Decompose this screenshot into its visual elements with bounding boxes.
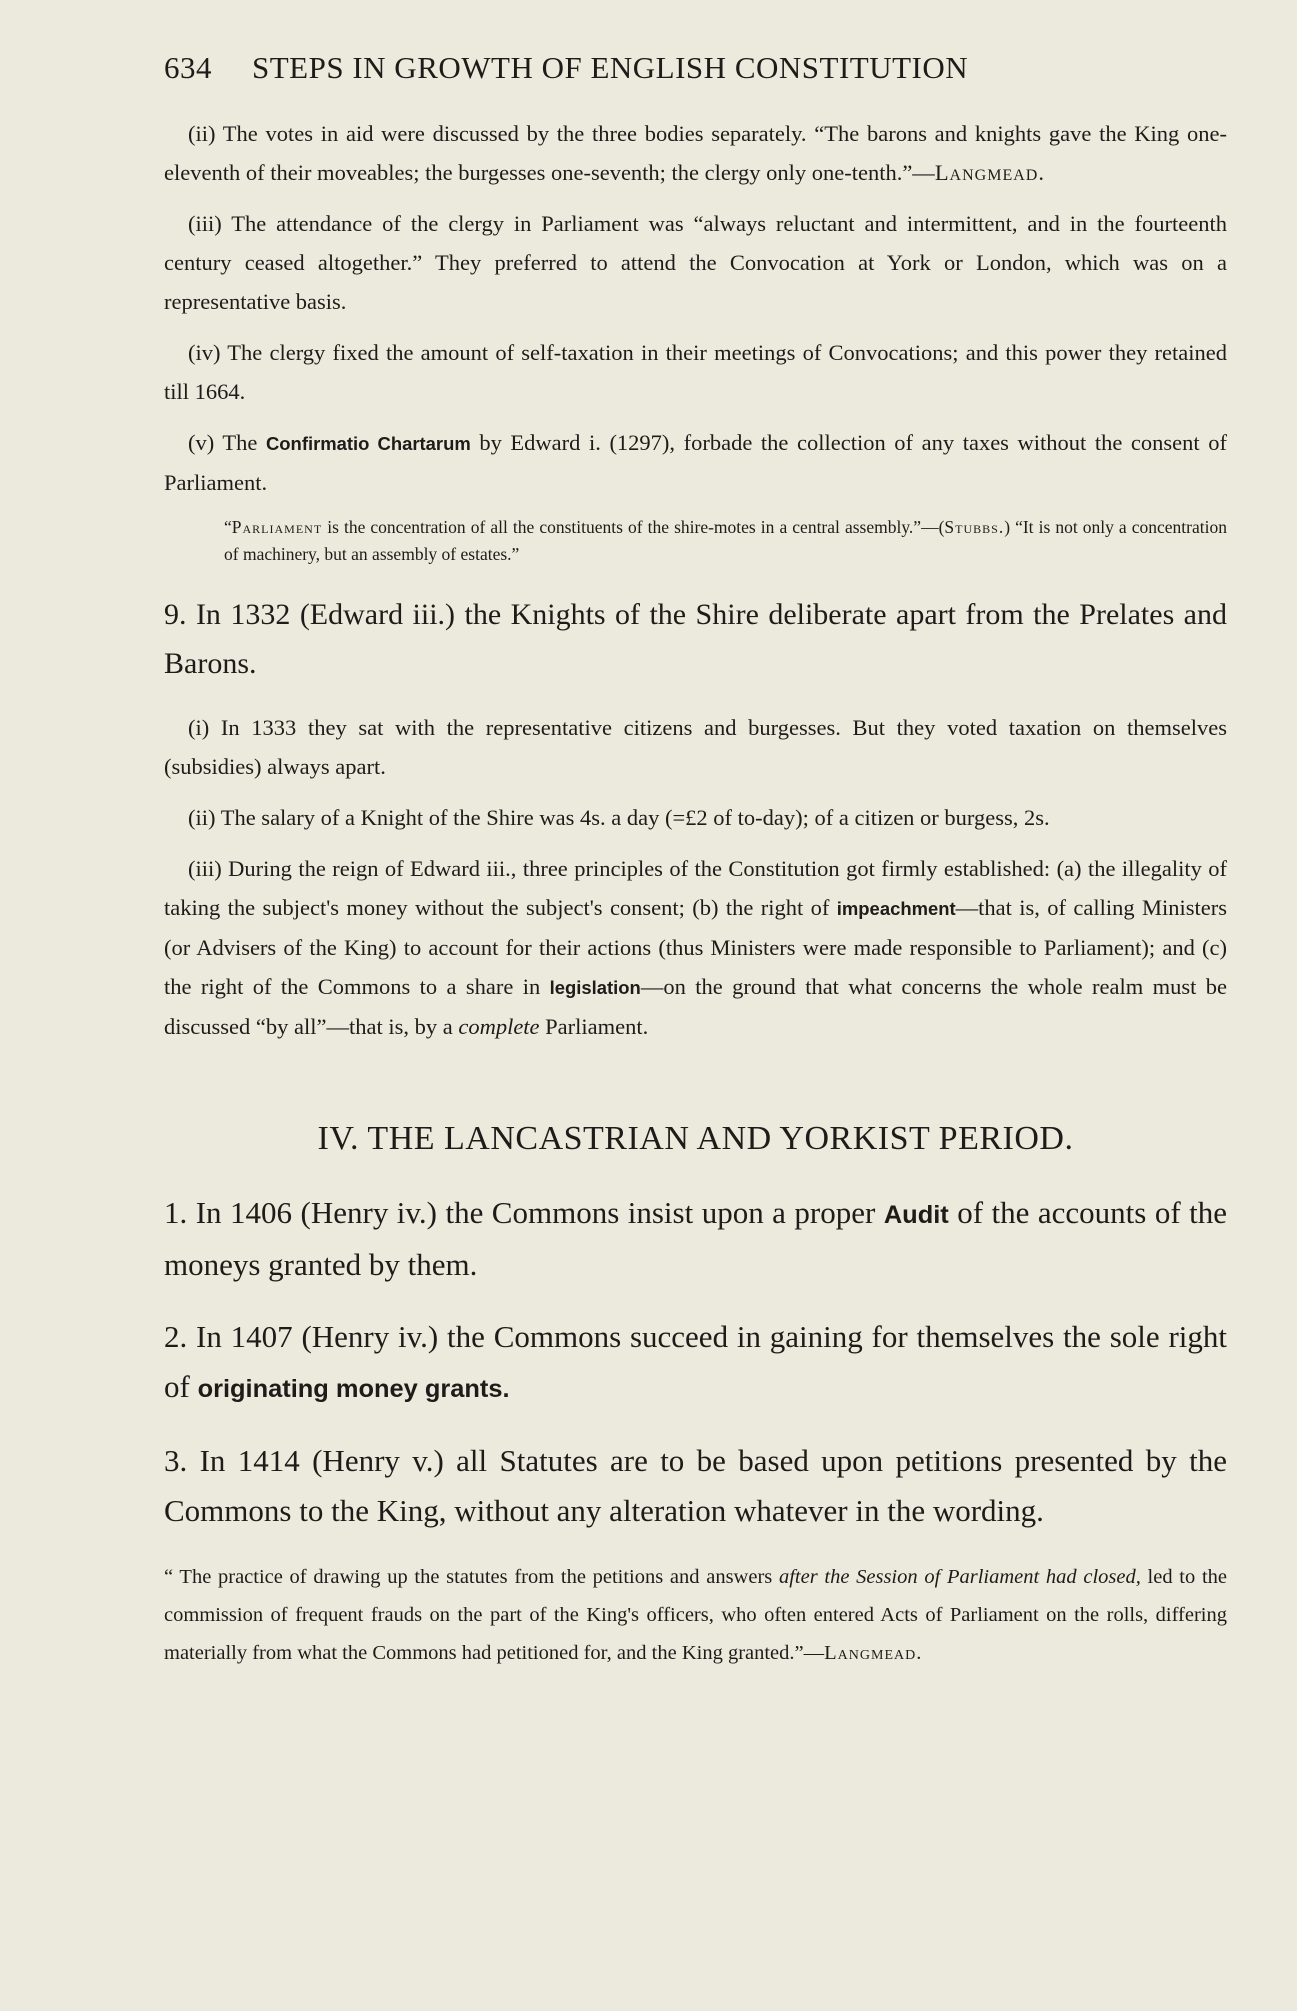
langmead-quote: “ The practice of drawing up the statutes from the petitions and answers after the Session of Parliament had closed, led to the commission of frequent frauds on the part of the King's officers, who often entered Acts of Parliament on the rolls, differing materially from what the Commons had petitioned for, and the King granted.”—Langmead.	[164, 1566, 1227, 1664]
note-iii-clergy: (iii) The attendance of the clergy in Parliament was “always reluctant and intermittent, and in the fourteenth century ceased altogether.” They preferred to attend the Convocation at York or London, which was on a representative basis.	[164, 211, 1227, 314]
running-title: STEPS IN GROWTH OF ENGLISH CONSTITUTION	[252, 50, 969, 85]
author-citation: Langmead.	[824, 1642, 923, 1664]
running-header	[164, 50, 1227, 86]
note-ii-votes: (ii) The votes in aid were discussed by the three bodies separately. “The barons and knights gave the King one-eleventh of their moveables; the burgesses one-seventh; the clergy only one-tenth.”—Langmead.	[164, 121, 1227, 185]
item-9-note-i: (i) In 1333 they sat with the representative citizens and burgesses. But they voted taxation on themselves (subsidies) always apart.	[164, 715, 1227, 779]
section-title: IV. THE LANCASTRIAN AND YORKIST PERIOD.	[317, 1120, 1074, 1157]
item-2-money-grants: 2. In 1407 (Henry iv.) the Commons succeed in gaining for themselves the sole right of originating money grants.	[164, 1319, 1227, 1404]
note-iv-self-taxation: (iv) The clergy fixed the amount of self-taxation in their meetings of Convocations; and this power they retained till 1664.	[164, 340, 1227, 404]
item-9-note-ii: (ii) The salary of a Knight of the Shire was 4s. a day (=£2 of to-day); of a citizen or burgess, 2s.	[188, 805, 1050, 830]
author-citation: Langmead.	[934, 160, 1045, 185]
item-1-audit: 1. In 1406 (Henry iv.) the Commons insist upon a proper Audit of the accounts of the moneys granted by them.	[164, 1195, 1227, 1282]
author-citation: Stubbs.	[944, 517, 1005, 537]
item-9-note-iii: (iii) During the reign of Edward iii., three principles of the Constitution got firmly established: (a) the illegality of taking the subject's money without the subject's consent; (b) the right of impeachment—that is, of calling Ministers (or Advisers of the King) to account for their actions (thus Ministers were made responsible to Parliament); and (c) the right of the Commons to a share in legislation—on the ground that what concerns the whole realm must be discussed “by all”—that is, by a complete Parliament.	[164, 856, 1227, 1039]
item-3-statutes: 3. In 1414 (Henry v.) all Statutes are to be based upon petitions presented by the Commons to the King, without any alteration whatever in the wording.	[164, 1443, 1227, 1528]
parliament-quote: “Parliament is the concentration of all the constituents of the shire-motes in a central assembly.”—(Stubbs.) “It is not only a concentration of machinery, but an assembly of estates.”	[224, 517, 1227, 564]
item-9-heading: 9. In 1332 (Edward iii.) the Knights of the Shire deliberate apart from the Prelates and Barons.	[164, 598, 1227, 680]
note-v-confirmatio: (v) The Confirmatio Chartarum by Edward i. (1297), forbade the collection of any taxes without the consent of Parliament.	[164, 430, 1227, 495]
page-number: 634	[164, 50, 212, 85]
bold-term: Confirmatio Chartarum	[265, 433, 471, 454]
